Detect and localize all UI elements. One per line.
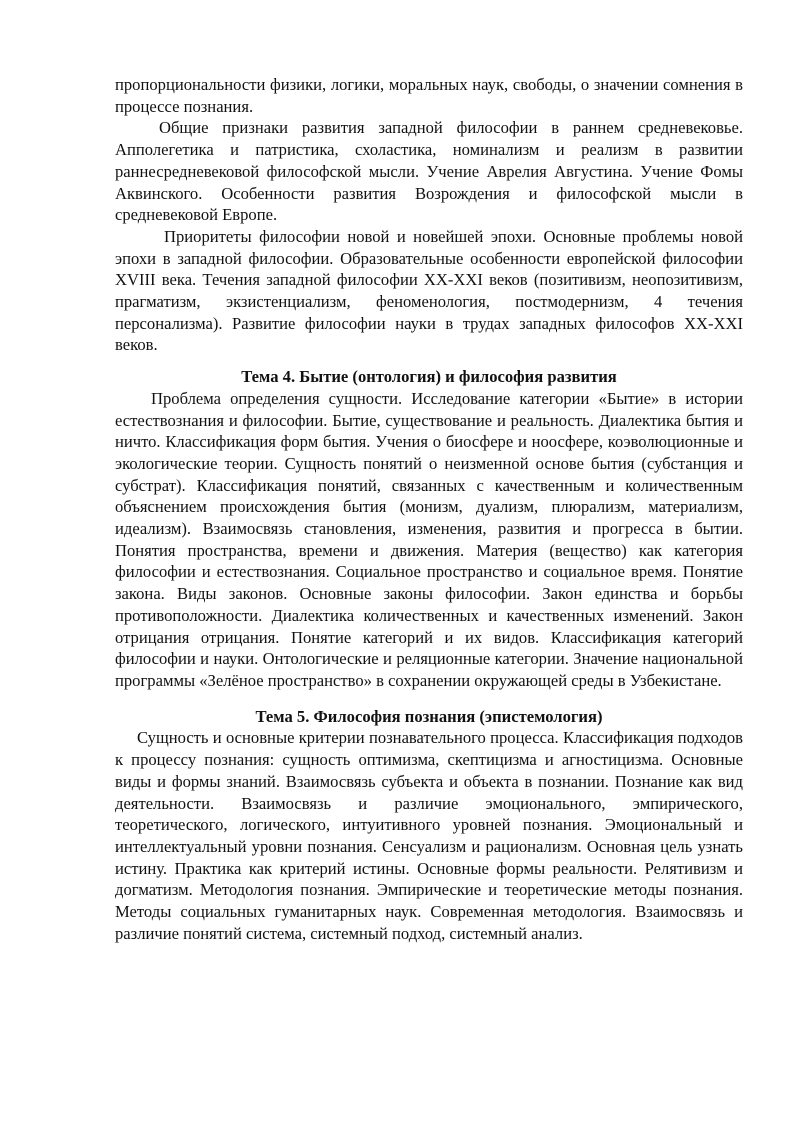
paragraph-modern-philosophy: Приоритеты философии новой и новейшей эпохи. Основные проблемы новой эпохи в западной философии. Образовательные особенности европейской философии XVIII века. Течения западной философии XX-XXI веков (позитивизм, неопозитивизм, прагматизм, экзистенциализм, феноменология, постмодернизм, 4 течения персонализма). Развитие философии науки в трудах западных философов XX-XXI веков.	[115, 226, 743, 355]
paragraph-medieval-philosophy: Общие признаки развития западной философии в раннем средневековье. Апполегетика и патристика, схоластика, номинализм и реализм в развитии раннесредневековой философской мысли. Учение Аврелия Августина. Учение Фомы Аквинского. Особенности развития Возрождения и философской мысли в средневековой Европе.	[115, 118, 743, 225]
paragraph-continuation: пропорциональности физики, логики, моральных наук, свободы, о значении сомнения в процессе познания.	[115, 75, 743, 116]
section-body-topic-5: Сущность и основные критерии познавательного процесса. Классификация подходов к процессу познания: сущность оптимизма, скептицизма и агностицизма. Основные виды и формы знаний. Взаимосвязь субъекта и объекта в познании. Познание как вид деятельности. Взаимосвязь и различие эмоционального, эмпирического, теоретического, логического, интуитивного уровней познания. Эмоциональный и интеллектуальный уровни познания. Сенсуализм и рационализм. Основная цель узнать истину. Практика как критерий истины. Основные формы реальности. Релятивизм и догматизм. Методология познания. Эмпирические и теоретические методы познания. Методы социальных гуманитарных наук. Современная методология. Взаимосвязь и различие понятий система, системный подход, системный анализ.	[115, 728, 743, 943]
section-heading-topic-5: Тема 5. Философия познания (эпистемология)	[255, 706, 603, 726]
section-heading-topic-4: Тема 4. Бытие (онтология) и философия развития	[241, 367, 617, 387]
section-body-topic-4: Проблема определения сущности. Исследование категории «Бытие» в истории естествознания и философии. Бытие, существование и реальность. Диалектика бытия и ничто. Классификация форм бытия. Учения о биосфере и ноосфере, коэволюционные и экологические теории. Сущность понятий о неизменной основе бытия (субстанция и субстрат). Классификация понятий, связанных с качественным и количественным объяснением происхождения бытия (монизм, дуализм, плюрализм, материализм, идеализм). Взаимосвязь становления, изменения, развития и прогресса в бытии. Понятия пространства, времени и движения. Материя (вещество) как категория философии и естествознания. Социальное пространство и социальное время. Понятие закона. Виды законов. Основные законы философии. Закон единства и борьбы противоположности. Диалектика количественных и качественных изменений. Закон отрицания отрицания. Понятие категорий и их видов. Классификация категорий философии и науки. Онтологические и реляционные категории. Значение национальной программы «Зелёное пространство» в сохранении окружающей среды в Узбекистане.	[115, 388, 743, 690]
